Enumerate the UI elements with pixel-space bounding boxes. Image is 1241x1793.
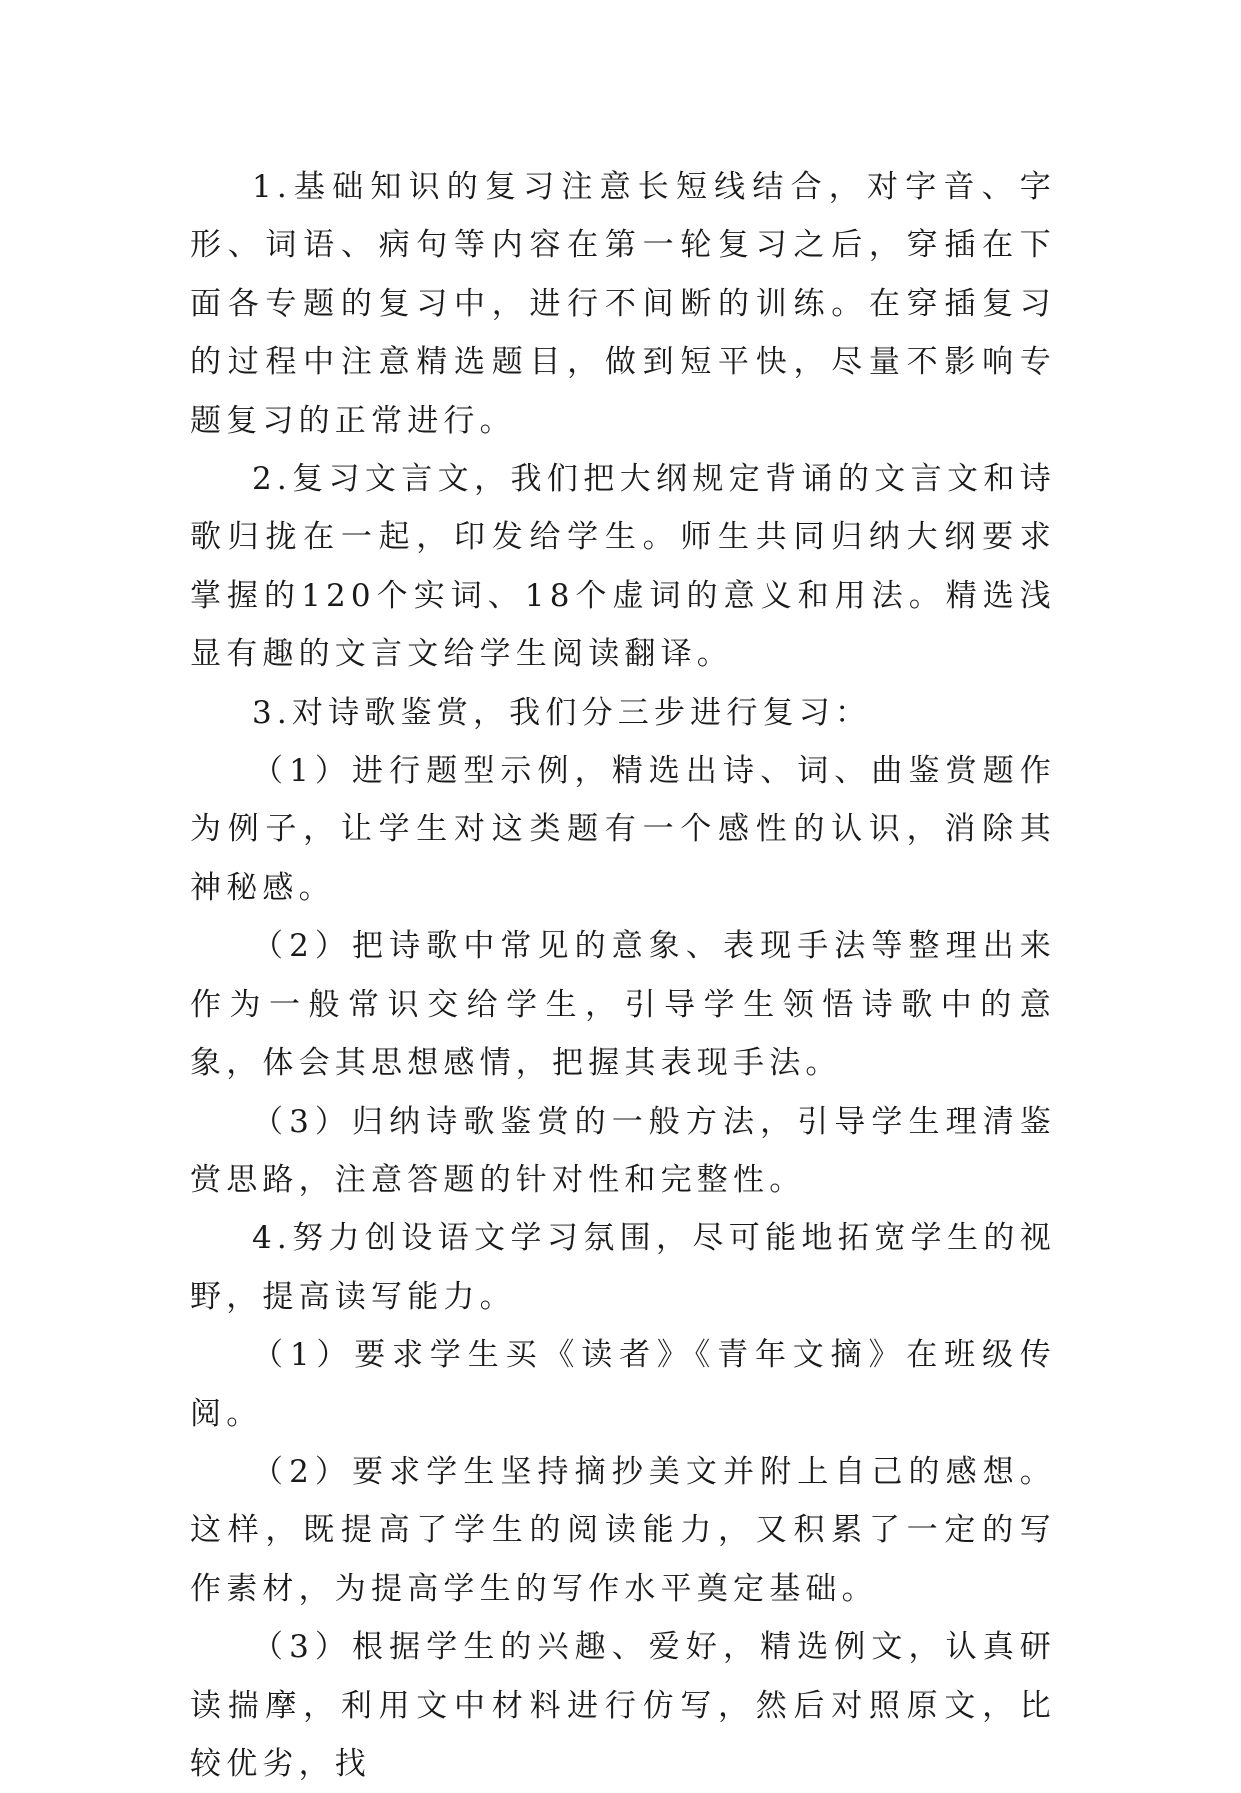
paragraph-1: 1.基础知识的复习注意长短线结合，对字音、字形、词语、病句等内容在第一轮复习之后，穿插在下面各专题的复习中，进行不间断的训练。在穿插复习的过程中注意精选题目，做到短平快，尽量不影响专题复习的正常进行。: [190, 169, 1056, 439]
paragraph-8: （1）要求学生买《读者》《青年文摘》在班级传阅。: [190, 1337, 1056, 1432]
document-body: [190, 158, 1056, 1793]
paragraph-7: 4.努力创设语文学习氛围，尽可能地拓宽学生的视野，提高读写能力。: [190, 1220, 1056, 1315]
paragraph-5: （2）把诗歌中常见的意象、表现手法等整理出来作为一般常识交给学生，引导学生领悟诗歌中的意象，体会其思想感情，把握其表现手法。: [190, 928, 1056, 1082]
paragraph-4: （1）进行题型示例，精选出诗、词、曲鉴赏题作为例子，让学生对这类题有一个感性的认识，消除其神秘感。: [190, 753, 1056, 906]
paragraph-9: （2）要求学生坚持摘抄美文并附上自己的感想。这样，既提高了学生的阅读能力，又积累了一定的写作素材，为提高学生的写作水平奠定基础。: [190, 1453, 1056, 1607]
paragraph-3: 3.对诗歌鉴赏，我们分三步进行复习：: [252, 694, 872, 731]
paragraph-2: 2.复习文言文，我们把大纲规定背诵的文言文和诗歌归拢在一起，印发给学生。师生共同归纳大纲要求掌握的120个实词、18个虚词的意义和用法。精选浅显有趣的文言文给学生阅读翻译。: [190, 461, 1056, 673]
paragraph-10: （3）根据学生的兴趣、爱好，精选例文，认真研读揣摩，利用文中材料进行仿写，然后对照原文，比较优劣，找: [190, 1629, 1056, 1782]
paragraph-6: （3）归纳诗歌鉴赏的一般方法，引导学生理清鉴赏思路，注意答题的针对性和完整性。: [190, 1103, 1056, 1198]
